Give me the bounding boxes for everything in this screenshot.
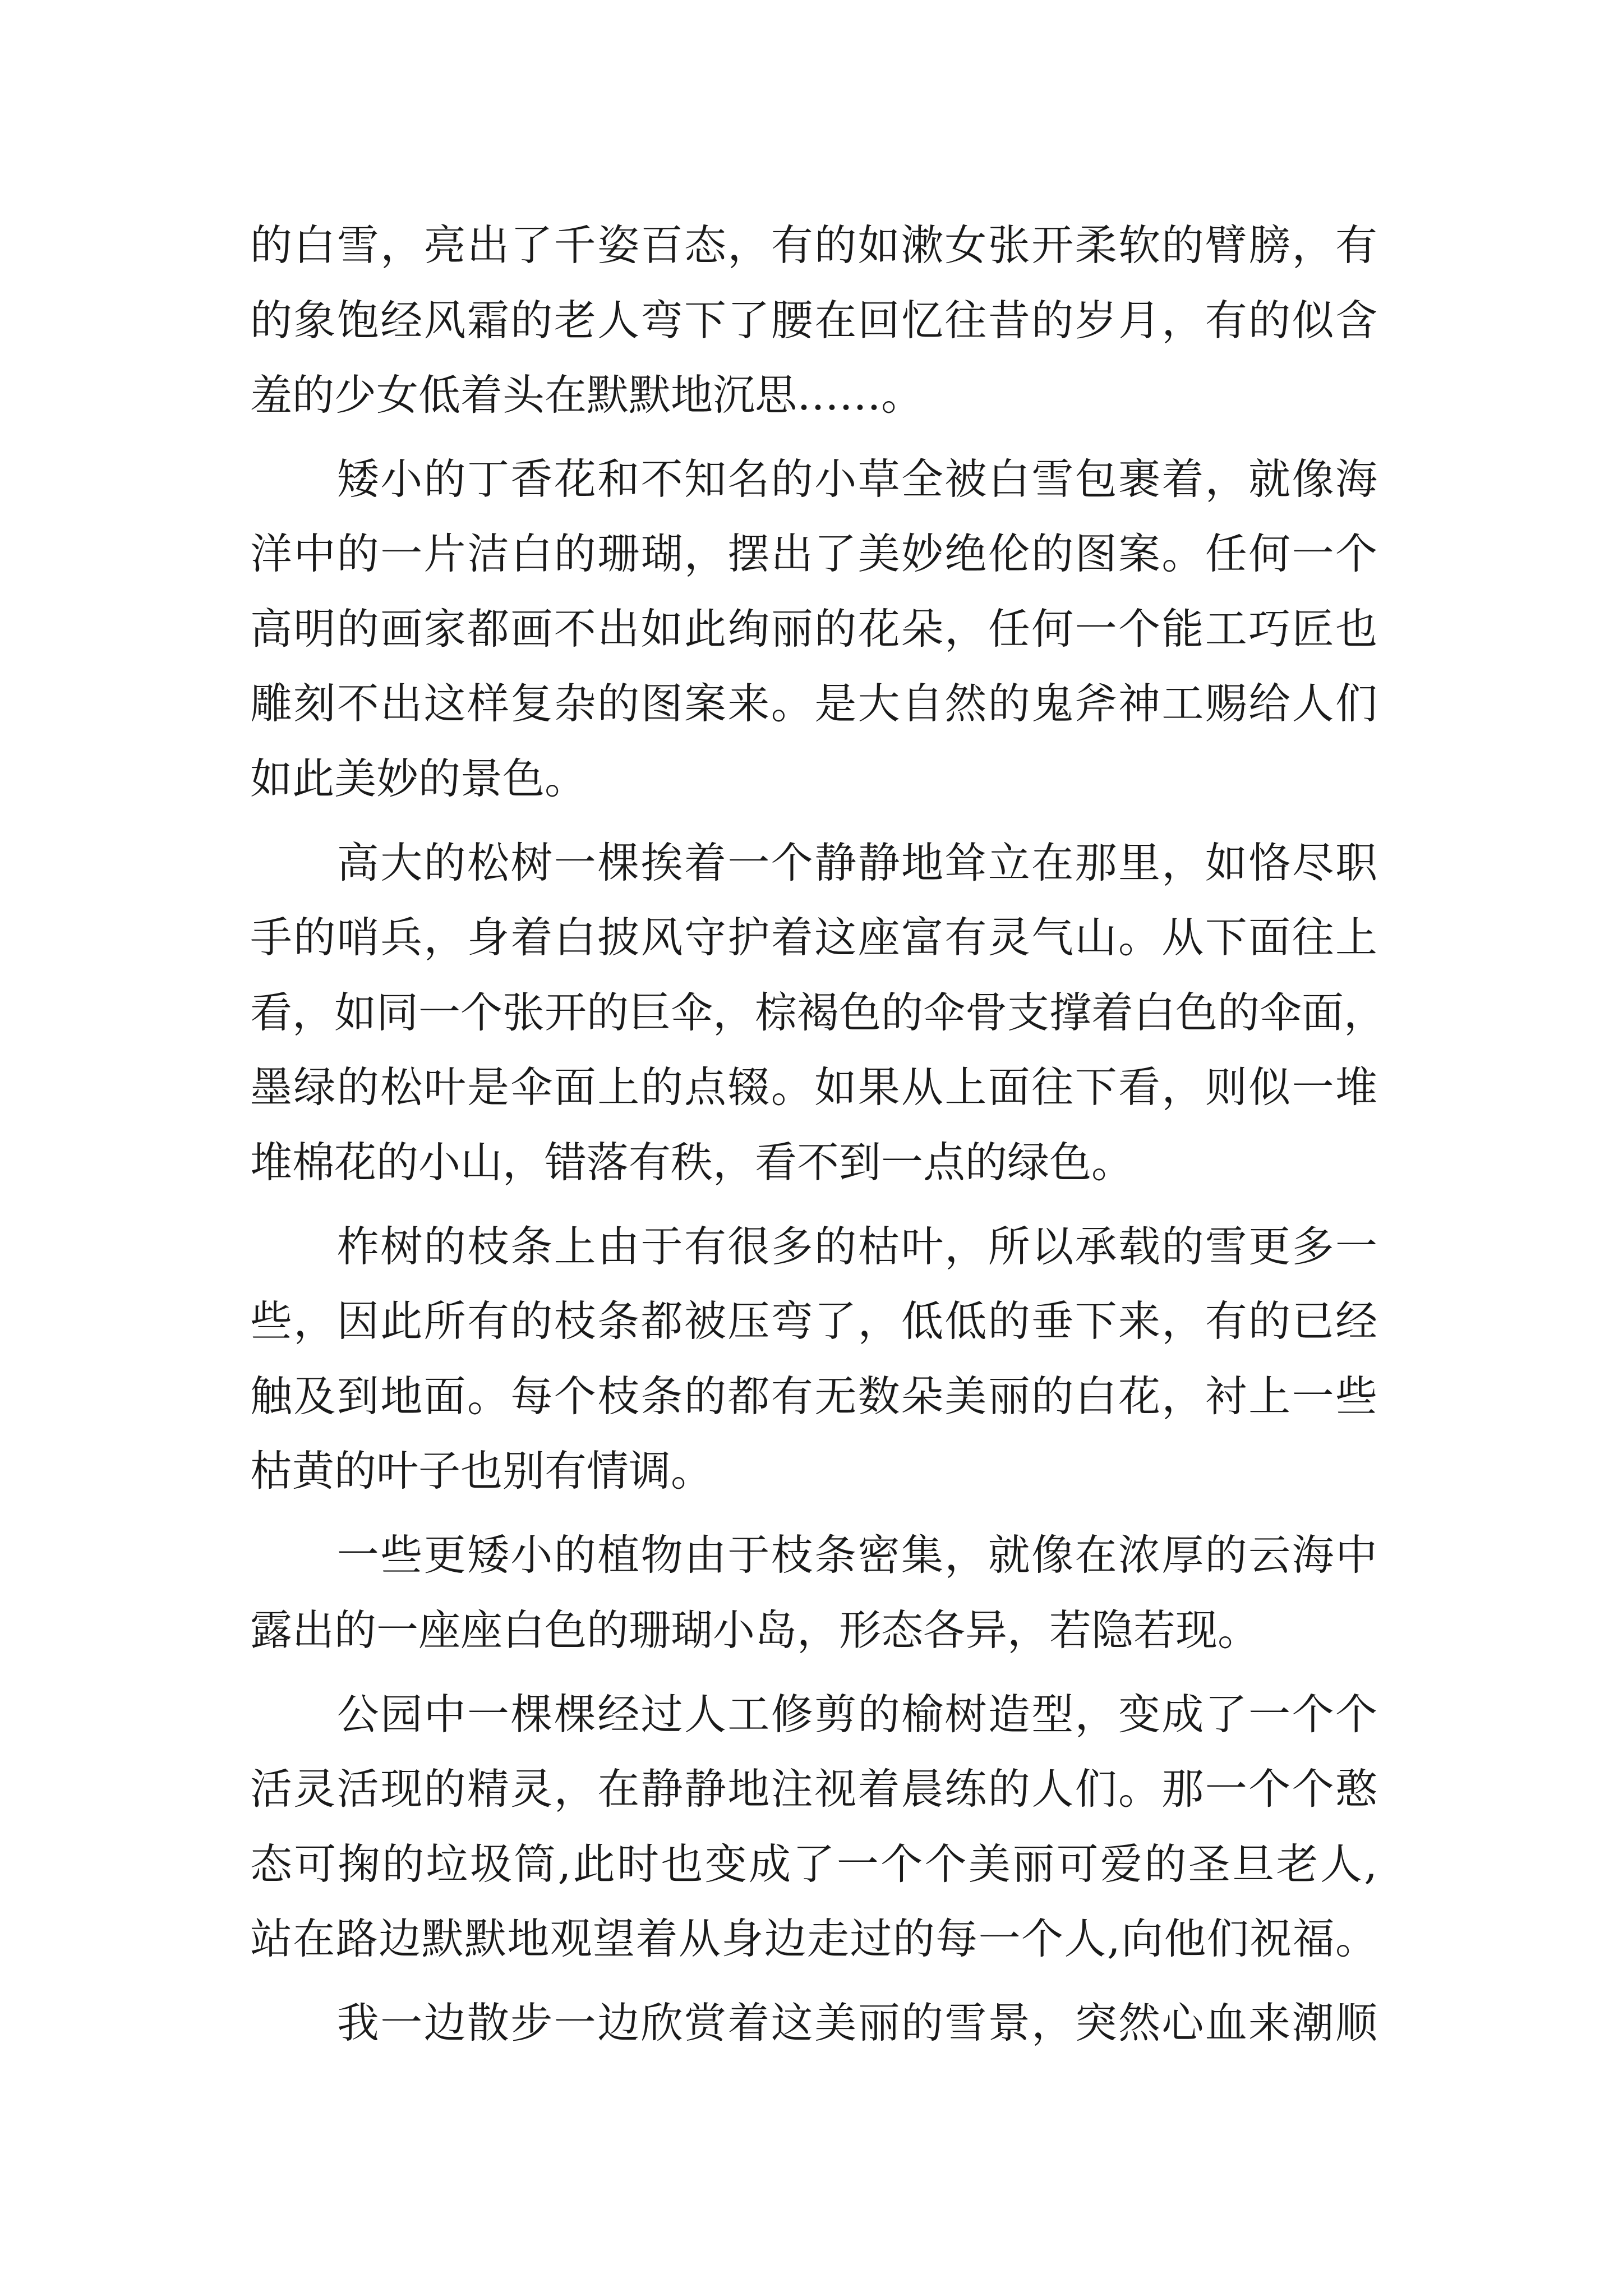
text-line: 羞的少女低着头在默默地沉思……。 bbox=[250, 370, 924, 420]
text-line: 些，因此所有的枝条都被压弯了，低低的垂下来，有的已经 bbox=[250, 1296, 1377, 1346]
text-line: 枯黄的叶子也别有情调。 bbox=[250, 1446, 713, 1496]
text-line: 站在路边默默地观望着从身边走过的每一个人,向他们祝福。 bbox=[250, 1914, 1377, 1963]
text-line: 看，如同一个张开的巨伞，棕褐色的伞骨支撑着白色的伞面， bbox=[250, 988, 1386, 1037]
text-line: 雕刻不出这样复杂的图案来。是大自然的鬼斧神工赐给人们 bbox=[250, 679, 1377, 728]
text-line: 活灵活现的精灵，在静静地注视着晨练的人们。那一个个憨 bbox=[250, 1764, 1377, 1814]
text-line: 的象饱经风霜的老人弯下了腰在回忆往昔的岁月，有的似含 bbox=[250, 296, 1377, 345]
text-line: 手的哨兵，身着白披风守护着这座富有灵气山。从下面往上 bbox=[250, 913, 1377, 962]
text-line: 堆棉花的小山，错落有秩，看不到一点的绿色。 bbox=[250, 1138, 1134, 1187]
text-line: 触及到地面。每个枝条的都有无数朵美丽的白花，衬上一些 bbox=[250, 1372, 1377, 1421]
text-line: 高明的画家都画不出如此绚丽的花朵，任何一个能工巧匠也 bbox=[250, 604, 1377, 654]
text-line: 态可掬的垃圾筒,此时也变成了一个个美丽可爱的圣旦老人, bbox=[250, 1839, 1377, 1889]
text-line: 矮小的丁香花和不知名的小草全被白雪包裹着，就像海 bbox=[250, 454, 1377, 504]
text-line: 如此美妙的景色。 bbox=[250, 754, 587, 803]
text-line: 洋中的一片洁白的珊瑚，摆出了美妙绝伦的图案。任何一个 bbox=[250, 529, 1377, 578]
text-line: 一些更矮小的植物由于枝条密集，就像在浓厚的云海中 bbox=[250, 1530, 1377, 1580]
text-line: 露出的一座座白色的珊瑚小岛，形态各异，若隐若现。 bbox=[250, 1605, 1260, 1655]
text-line: 我一边散步一边欣赏着这美丽的雪景，突然心血来潮顺 bbox=[250, 1998, 1377, 2047]
text-line: 柞树的枝条上由于有很多的枯叶，所以承载的雪更多一 bbox=[250, 1222, 1377, 1271]
text-line: 的白雪，亮出了千姿百态，有的如漱女张开柔软的臂膀，有 bbox=[250, 220, 1377, 270]
text-line: 高大的松树一棵挨着一个静静地耸立在那里，如恪尽职 bbox=[250, 838, 1377, 887]
text-line: 公园中一棵棵经过人工修剪的榆树造型，变成了一个个 bbox=[250, 1690, 1377, 1739]
text-line: 墨绿的松叶是伞面上的点辍。如果从上面往下看，则似一堆 bbox=[250, 1062, 1377, 1112]
